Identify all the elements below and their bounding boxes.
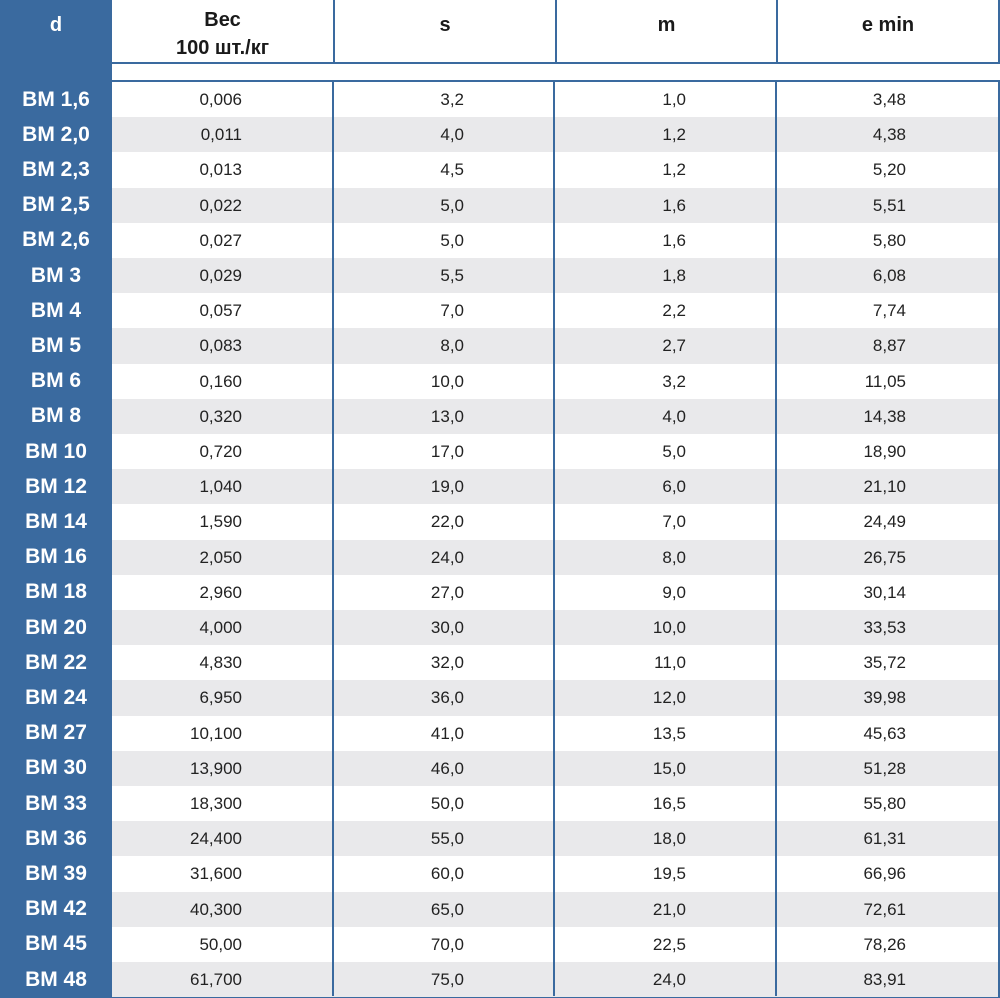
row-label-d: ВМ 16 xyxy=(25,545,87,569)
cell-m: 2,2 xyxy=(662,301,686,321)
row-label-d: ВМ 30 xyxy=(25,756,87,780)
table-row xyxy=(112,856,998,891)
row-label-d: ВМ 39 xyxy=(25,861,87,885)
cell-e: 35,72 xyxy=(863,653,906,673)
cell-s: 5,5 xyxy=(440,266,464,285)
cell-weight: 4,000 xyxy=(199,618,242,637)
row-label-d: ВМ 14 xyxy=(25,509,87,533)
table-row xyxy=(112,223,998,258)
table-row xyxy=(112,716,998,751)
header-weight-line2: 100 шт./кг xyxy=(175,37,270,59)
cell-e: 45,63 xyxy=(863,723,906,743)
cell-weight: 61,700 xyxy=(190,970,242,989)
cell-s: 36,0 xyxy=(430,688,464,708)
row-label-d: ВМ 20 xyxy=(25,615,87,639)
grid-line xyxy=(553,82,555,996)
cell-weight: 0,022 xyxy=(199,195,242,215)
cell-weight: 2,050 xyxy=(199,547,242,567)
table-row xyxy=(112,293,998,328)
cell-m: 21,0 xyxy=(652,899,686,919)
table-row xyxy=(112,188,998,223)
table-row xyxy=(112,504,998,539)
cell-s: 30,0 xyxy=(430,618,464,637)
header-s xyxy=(333,0,555,62)
cell-e: 24,49 xyxy=(863,512,906,532)
table-row xyxy=(112,821,998,856)
row-label-d: ВМ 27 xyxy=(25,721,87,745)
cell-m: 15,0 xyxy=(652,758,686,778)
cell-e: 26,75 xyxy=(863,547,906,567)
cell-e: 21,10 xyxy=(863,477,906,497)
cell-m: 18,0 xyxy=(652,829,686,849)
cell-m: 1,2 xyxy=(662,160,686,180)
row-label-d: ВМ 36 xyxy=(25,826,87,850)
cell-s: 24,0 xyxy=(430,547,464,567)
cell-weight: 0,320 xyxy=(199,406,242,426)
table-row xyxy=(112,328,998,363)
cell-s: 5,0 xyxy=(440,230,464,250)
cell-e: 30,14 xyxy=(863,582,906,602)
grid-line xyxy=(332,82,334,996)
row-label-d: ВМ 45 xyxy=(25,932,87,956)
cell-weight: 18,300 xyxy=(190,794,242,813)
cell-weight: 0,160 xyxy=(199,371,242,391)
row-label-d: ВМ 2,5 xyxy=(22,193,90,217)
row-label-d: ВМ 33 xyxy=(25,791,87,815)
row-label-d: ВМ 2,6 xyxy=(22,228,90,252)
cell-m: 24,0 xyxy=(652,970,686,989)
table-row xyxy=(112,469,998,504)
table-row xyxy=(112,258,998,293)
cell-m: 9,0 xyxy=(662,582,686,602)
cell-m: 2,7 xyxy=(662,336,686,356)
cell-s: 4,5 xyxy=(440,160,464,180)
table-row xyxy=(112,610,998,645)
cell-weight: 0,057 xyxy=(199,301,242,321)
cell-e: 4,38 xyxy=(872,125,906,145)
cell-s: 46,0 xyxy=(430,758,464,778)
table-row xyxy=(112,117,998,152)
cell-m: 7,0 xyxy=(662,512,686,532)
cell-s: 41,0 xyxy=(430,723,464,743)
cell-m: 16,5 xyxy=(652,794,686,813)
cell-weight: 10,100 xyxy=(190,723,242,743)
cell-m: 1,8 xyxy=(662,266,686,285)
row-label-d: ВМ 5 xyxy=(30,333,82,357)
cell-weight: 0,027 xyxy=(199,230,242,250)
cell-s: 3,2 xyxy=(440,90,464,109)
row-label-d: ВМ 22 xyxy=(25,650,87,674)
cell-s: 8,0 xyxy=(440,336,464,356)
cell-m: 3,2 xyxy=(662,371,686,391)
row-label-d: ВМ 24 xyxy=(25,685,87,709)
header-gap xyxy=(112,64,1000,80)
cell-weight: 0,029 xyxy=(199,266,242,285)
cell-weight: 1,590 xyxy=(199,512,242,532)
cell-m: 6,0 xyxy=(662,477,686,497)
cell-e: 83,91 xyxy=(863,970,906,989)
row-label-d: ВМ 12 xyxy=(25,474,87,498)
cell-e: 11,05 xyxy=(864,371,906,391)
cell-weight: 0,013 xyxy=(199,160,242,180)
cell-e: 3,48 xyxy=(872,90,906,109)
cell-weight: 50,00 xyxy=(199,934,242,954)
row-label-d: ВМ 3 xyxy=(30,263,82,287)
cell-e: 55,80 xyxy=(863,794,906,813)
cell-weight: 0,006 xyxy=(199,90,242,109)
row-label-d: ВМ 2,0 xyxy=(22,122,90,146)
cell-weight: 6,950 xyxy=(199,688,242,708)
cell-weight: 24,400 xyxy=(190,829,242,849)
header-m-label: m xyxy=(657,14,676,36)
cell-weight: 31,600 xyxy=(190,864,242,884)
row-label-d: ВМ 6 xyxy=(30,369,82,393)
cell-s: 17,0 xyxy=(430,442,464,461)
cell-s: 55,0 xyxy=(430,829,464,849)
row-label-d: ВМ 48 xyxy=(25,967,87,991)
cell-m: 10,0 xyxy=(652,618,686,637)
cell-m: 13,5 xyxy=(652,723,686,743)
cell-s: 75,0 xyxy=(430,970,464,989)
cell-e: 5,51 xyxy=(872,195,906,215)
header-e-min xyxy=(776,0,998,62)
cell-m: 1,6 xyxy=(662,195,686,215)
cell-weight: 1,040 xyxy=(199,477,242,497)
cell-s: 32,0 xyxy=(430,653,464,673)
cell-e: 6,08 xyxy=(872,266,906,285)
cell-s: 65,0 xyxy=(430,899,464,919)
header-d: d xyxy=(49,14,63,36)
cell-m: 8,0 xyxy=(662,547,686,567)
cell-s: 19,0 xyxy=(430,477,464,497)
row-label-d: ВМ 2,3 xyxy=(22,157,90,181)
cell-e: 72,61 xyxy=(863,899,906,919)
cell-e: 5,20 xyxy=(872,160,906,180)
header-m xyxy=(555,0,776,62)
cell-m: 5,0 xyxy=(662,442,686,461)
table-row xyxy=(112,399,998,434)
cell-s: 7,0 xyxy=(440,301,464,321)
row-label-d: ВМ 1,6 xyxy=(22,87,90,111)
cell-e: 39,98 xyxy=(863,688,906,708)
cell-s: 70,0 xyxy=(430,934,464,954)
row-label-d: ВМ 42 xyxy=(25,897,87,921)
cell-m: 22,5 xyxy=(652,934,686,954)
table-row xyxy=(112,540,998,575)
cell-m: 11,0 xyxy=(654,653,686,673)
cell-m: 1,6 xyxy=(662,230,686,250)
cell-s: 60,0 xyxy=(430,864,464,884)
cell-m: 12,0 xyxy=(652,688,686,708)
cell-s: 13,0 xyxy=(430,406,464,426)
cell-s: 10,0 xyxy=(430,371,464,391)
grid-line xyxy=(775,82,777,996)
header-weight xyxy=(112,0,333,62)
header-e-min-label: e min xyxy=(861,14,915,36)
table-header xyxy=(112,0,1000,64)
table-row xyxy=(112,786,998,821)
cell-m: 4,0 xyxy=(662,406,686,426)
cell-s: 27,0 xyxy=(430,582,464,602)
cell-weight: 13,900 xyxy=(190,758,242,778)
cell-weight: 40,300 xyxy=(190,899,242,919)
cell-s: 50,0 xyxy=(430,794,464,813)
cell-m: 1,0 xyxy=(662,90,686,109)
table-row xyxy=(112,962,998,997)
table-row xyxy=(112,751,998,786)
header-s-label: s xyxy=(439,14,451,36)
cell-weight: 0,011 xyxy=(200,125,242,145)
table-row xyxy=(112,680,998,715)
row-label-d: ВМ 10 xyxy=(25,439,87,463)
cell-weight: 2,960 xyxy=(199,582,242,602)
cell-s: 4,0 xyxy=(440,125,464,145)
table-row xyxy=(112,152,998,187)
cell-e: 7,74 xyxy=(872,301,906,321)
cell-e: 14,38 xyxy=(863,406,906,426)
table-row xyxy=(112,927,998,962)
row-label-d: ВМ 18 xyxy=(25,580,87,604)
table-row xyxy=(112,82,998,117)
cell-weight: 0,720 xyxy=(199,442,242,461)
table-body xyxy=(112,80,1000,998)
cell-e: 66,96 xyxy=(863,864,906,884)
table-row xyxy=(112,364,998,399)
cell-s: 22,0 xyxy=(430,512,464,532)
cell-s: 5,0 xyxy=(440,195,464,215)
table-row xyxy=(112,434,998,469)
cell-weight: 0,083 xyxy=(199,336,242,356)
cell-e: 51,28 xyxy=(863,758,906,778)
cell-e: 33,53 xyxy=(863,618,906,637)
table-row xyxy=(112,892,998,927)
cell-e: 5,80 xyxy=(872,230,906,250)
table-row xyxy=(112,575,998,610)
cell-m: 1,2 xyxy=(662,125,686,145)
row-label-d: ВМ 4 xyxy=(30,298,82,322)
cell-e: 18,90 xyxy=(863,442,906,461)
cell-e: 8,87 xyxy=(872,336,906,356)
table-row xyxy=(112,645,998,680)
cell-e: 61,31 xyxy=(863,829,906,849)
cell-m: 19,5 xyxy=(652,864,686,884)
cell-e: 78,26 xyxy=(863,934,906,954)
header-weight-line1: Вес xyxy=(204,9,241,31)
row-label-d: ВМ 8 xyxy=(30,404,82,428)
cell-weight: 4,830 xyxy=(199,653,242,673)
